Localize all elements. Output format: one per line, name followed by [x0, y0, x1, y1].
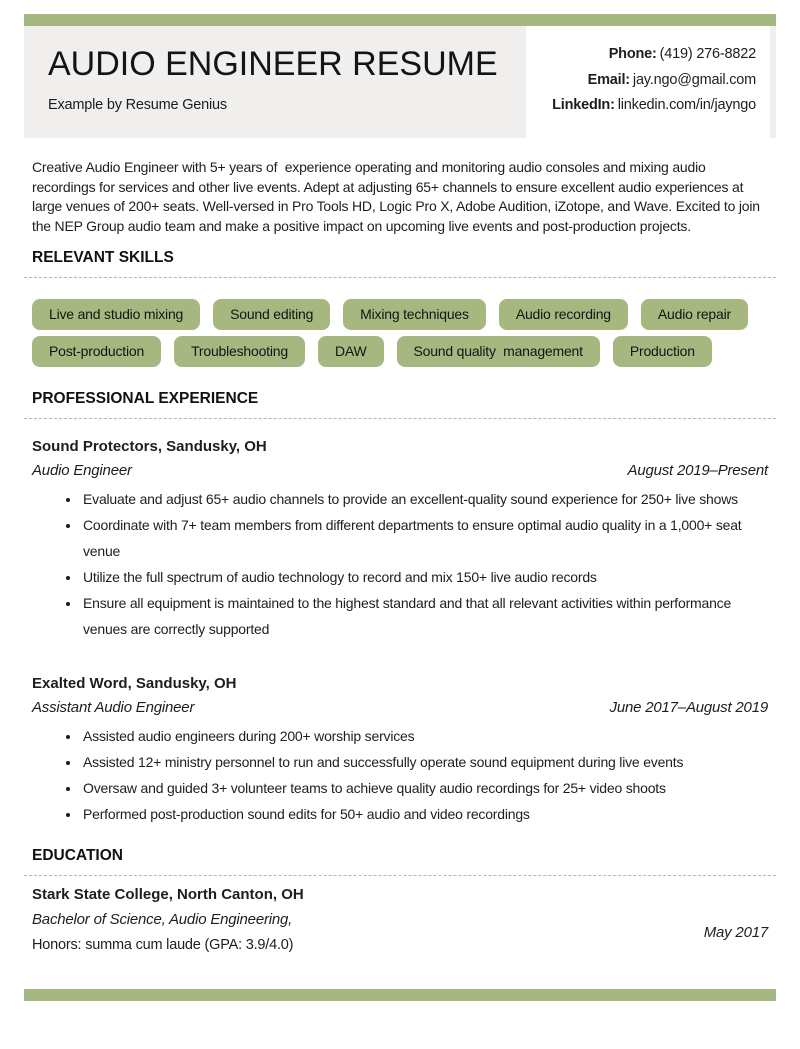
- skill-pill: Sound quality management: [397, 336, 600, 367]
- job-bullet: • Evaluate and adjust 65+ audio channels to provide an excellent-quality sound experience for 250+ live shows: [81, 486, 768, 512]
- skill-pill: Audio repair: [641, 299, 748, 330]
- job-bullet: • Oversaw and guided 3+ volunteer teams to achieve quality audio recordings for 25+ video shoots: [81, 775, 768, 801]
- skill-pill: Live and studio mixing: [32, 299, 200, 330]
- skill-pill: Troubleshooting: [174, 336, 305, 367]
- education-school: Stark State College, North Canton, OH: [32, 886, 304, 903]
- job-bullet: • Assisted 12+ ministry personnel to run and successfully operate sound equipment during live events: [81, 749, 768, 775]
- header: [24, 26, 776, 138]
- job-bullet: • Performed post-production sound edits for 50+ audio and video recordings: [81, 801, 768, 827]
- job-bullet-list: [24, 486, 776, 642]
- job-dates: August 2019–Present: [627, 462, 768, 479]
- job-bullet: • Utilize the full spectrum of audio technology to record and mix 150+ live audio records: [81, 564, 768, 590]
- skills-row-1: [32, 299, 768, 330]
- contact-panel: [526, 26, 770, 138]
- skills-row-2: [32, 336, 768, 367]
- skill-pill: Sound editing: [213, 299, 330, 330]
- summary-paragraph: Creative Audio Engineer with 5+ years of experience operating and monitoring audio consoles and mixing audio recordings for services and other live events. Adept at adjusting 65+ channels to ensure excellent audio experiences at large venues of 200+ seats. Well-versed in Pro Tools HD, Logic Pro X, Adobe Audition, iZotope, and Wave. Excited to join the NEP Group audio team and make a positive impact on upcoming live events and post-production projects.: [32, 159, 764, 234]
- job-dates: June 2017–August 2019: [609, 699, 768, 716]
- job-title-row: [32, 699, 768, 716]
- contact-phone-value: (419) 276-8822: [659, 46, 756, 62]
- job-bullet: • Assisted audio engineers during 200+ worship services: [81, 723, 768, 749]
- bottom-accent-bar: [24, 989, 776, 1001]
- section-divider: [24, 875, 776, 876]
- job-title-row: [32, 462, 768, 479]
- contact-phone-label: Phone:: [608, 46, 657, 62]
- job-title: Assistant Audio Engineer: [32, 699, 195, 716]
- section-heading-skills: RELEVANT SKILLS: [32, 249, 174, 266]
- section-divider: [24, 418, 776, 419]
- resume-body: [0, 158, 800, 954]
- header-subtitle: Example by Resume Genius: [48, 97, 227, 113]
- contact-phone: [526, 42, 756, 68]
- job-entry-1: [24, 438, 776, 642]
- contact-linkedin-label: LinkedIn:: [552, 97, 615, 113]
- contact-linkedin-value: linkedin.com/in/jayngo: [617, 97, 756, 113]
- contact-email-label: Email:: [587, 71, 630, 88]
- job-title: Audio Engineer: [32, 462, 132, 479]
- contact-email-value: jay.ngo@gmail.com: [632, 71, 756, 88]
- job-bullet-list: [24, 723, 776, 827]
- top-accent-bar: [24, 14, 776, 26]
- skill-pill: Production: [613, 336, 712, 367]
- section-heading-education: EDUCATION: [32, 847, 123, 864]
- job-bullet: • Ensure all equipment is maintained to the highest standard and that all relevant activities within performance venues are correctly supported: [81, 590, 768, 642]
- education-date: May 2017: [703, 924, 768, 941]
- education-honors: Honors: summa cum laude (GPA: 3.9/4.0): [32, 937, 294, 953]
- skill-pill: Mixing techniques: [343, 299, 486, 330]
- skill-pill: Post-production: [32, 336, 161, 367]
- skill-pill: DAW: [318, 336, 384, 367]
- header-title-block: [24, 26, 498, 138]
- skill-pill: Audio recording: [499, 299, 628, 330]
- education-entry: [32, 886, 768, 954]
- job-entry-2: [24, 675, 776, 827]
- page-title: AUDIO ENGINEER RESUME: [48, 45, 498, 83]
- section-divider: [24, 277, 776, 278]
- contact-email: [526, 68, 756, 94]
- job-bullet: • Coordinate with 7+ team members from different departments to ensure optimal audio quality in a 1,000+ seat venue: [81, 512, 768, 564]
- job-company: Sound Protectors, Sandusky, OH: [32, 438, 267, 455]
- section-heading-experience: PROFESSIONAL EXPERIENCE: [32, 390, 259, 407]
- education-degree: Bachelor of Science, Audio Engineering,: [32, 911, 293, 928]
- job-company: Exalted Word, Sandusky, OH: [32, 675, 237, 692]
- resume-page: [0, 14, 800, 1001]
- contact-linkedin: [526, 93, 756, 119]
